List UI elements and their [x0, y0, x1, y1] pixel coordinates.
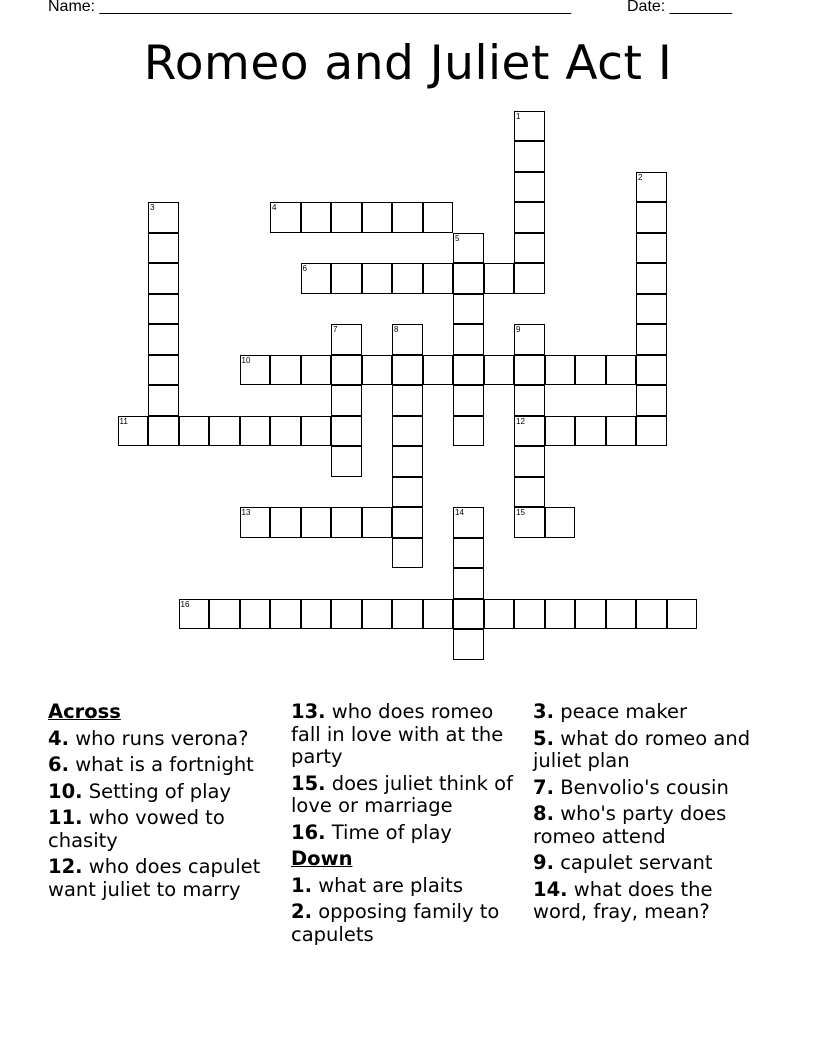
- clue-across-6: [48, 754, 286, 777]
- clue-number-label: 12: [516, 416, 525, 426]
- grid-cell[interactable]: [575, 416, 606, 447]
- grid-cell[interactable]: [423, 263, 454, 294]
- grid-cell[interactable]: [423, 202, 454, 233]
- grid-cell[interactable]: [392, 263, 423, 294]
- grid-cell[interactable]: [423, 599, 454, 630]
- grid-cell[interactable]: [514, 446, 545, 477]
- grid-cell[interactable]: [392, 202, 423, 233]
- grid-cell[interactable]: [301, 416, 332, 447]
- clue-text: capulet servant: [560, 851, 713, 874]
- grid-cell[interactable]: [514, 507, 545, 538]
- grid-cell[interactable]: [453, 599, 484, 630]
- grid-cell[interactable]: [636, 324, 667, 355]
- grid-cell[interactable]: [514, 263, 545, 294]
- grid-cell[interactable]: [514, 324, 545, 355]
- grid-cell[interactable]: [148, 294, 179, 325]
- clue-number: 10.: [48, 779, 83, 803]
- grid-cell[interactable]: [362, 507, 393, 538]
- grid-cell[interactable]: [514, 233, 545, 264]
- clue-across-12: [48, 856, 286, 901]
- clue-number-label: 3: [150, 203, 155, 212]
- clue-number: 11.: [48, 806, 83, 829]
- grid-cell[interactable]: [148, 355, 179, 386]
- grid-cell[interactable]: [392, 385, 423, 416]
- grid-cell[interactable]: [667, 599, 698, 630]
- grid-cell[interactable]: [514, 416, 545, 447]
- clue-text: what are plaits: [318, 873, 463, 897]
- clue-text: what does the word, fray, mean?: [533, 877, 713, 923]
- grid-cell[interactable]: [179, 599, 210, 630]
- grid-cell[interactable]: [392, 599, 423, 630]
- grid-cell[interactable]: [331, 355, 362, 386]
- grid-cell[interactable]: [545, 416, 576, 447]
- grid-cell[interactable]: [240, 507, 271, 538]
- grid-cell[interactable]: [148, 233, 179, 264]
- clue-text: who's party does romeo attend: [533, 802, 727, 848]
- clue-number-label: 10: [241, 355, 251, 365]
- grid-cell[interactable]: [392, 324, 423, 355]
- grid-cell[interactable]: [423, 355, 454, 386]
- grid-cell[interactable]: [362, 202, 393, 233]
- clue-down-1: [291, 875, 529, 898]
- grid-cell[interactable]: [636, 416, 667, 447]
- grid-cell[interactable]: [606, 416, 637, 447]
- grid-cell[interactable]: [301, 202, 332, 233]
- grid-cell[interactable]: [636, 233, 667, 264]
- clue-number-label: 9: [516, 325, 521, 334]
- grid-cell[interactable]: [331, 416, 362, 447]
- grid-cell[interactable]: [392, 538, 423, 569]
- clue-number: 8.: [533, 802, 554, 825]
- clue-number: 14.: [533, 877, 568, 901]
- clue-number: 6.: [48, 753, 69, 776]
- grid-cell[interactable]: [148, 385, 179, 416]
- grid-cell[interactable]: [453, 324, 484, 355]
- grid-cell[interactable]: [453, 538, 484, 569]
- grid-cell[interactable]: [575, 355, 606, 386]
- clue-down-7: [533, 777, 771, 800]
- grid-cell[interactable]: [453, 385, 484, 416]
- grid-cell[interactable]: [636, 599, 667, 630]
- clue-text: who vowed to chasity: [48, 806, 225, 852]
- clue-number-label: 6: [302, 264, 307, 273]
- grid-cell[interactable]: [270, 202, 301, 233]
- date-field-label: Date: _______: [627, 0, 732, 15]
- clue-text: Time of play: [331, 820, 452, 844]
- clue-number-label: 5: [455, 233, 460, 243]
- grid-cell[interactable]: [331, 446, 362, 477]
- clue-number: 3.: [533, 700, 554, 723]
- grid-cell[interactable]: [118, 416, 149, 447]
- grid-cell[interactable]: [331, 324, 362, 355]
- clues-column-2: [291, 701, 529, 950]
- clue-number-label: 8: [394, 325, 399, 334]
- down-heading: Down: [291, 847, 353, 870]
- puzzle-title: Romeo and Juliet Act I: [143, 36, 673, 91]
- grid-cell[interactable]: [545, 355, 576, 386]
- grid-cell[interactable]: [362, 355, 393, 386]
- clue-text: who runs verona?: [75, 726, 249, 750]
- clue-number-label: 16: [180, 599, 190, 609]
- clue-number: 13.: [291, 700, 326, 723]
- grid-cell[interactable]: [331, 599, 362, 630]
- grid-cell[interactable]: [301, 355, 332, 386]
- grid-cell[interactable]: [331, 202, 362, 233]
- grid-cell[interactable]: [179, 416, 210, 447]
- clue-across-10: [48, 781, 286, 804]
- grid-cell[interactable]: [270, 507, 301, 538]
- clue-text: Setting of play: [88, 779, 232, 803]
- clue-number-label: 4: [272, 203, 277, 212]
- clue-text: what is a fortnight: [75, 753, 254, 776]
- grid-cell[interactable]: [453, 507, 484, 538]
- clue-text: does juliet think of love or marriage: [291, 771, 513, 817]
- grid-cell[interactable]: [362, 599, 393, 630]
- grid-cell[interactable]: [514, 355, 545, 386]
- grid-cell[interactable]: [453, 629, 484, 660]
- clue-text: peace maker: [560, 700, 687, 723]
- grid-cell[interactable]: [301, 263, 332, 294]
- grid-cell[interactable]: [453, 355, 484, 386]
- grid-cell[interactable]: [453, 568, 484, 599]
- grid-cell[interactable]: [545, 599, 576, 630]
- clue-number-label: 15: [516, 508, 525, 517]
- grid-cell[interactable]: [148, 416, 179, 447]
- clue-number-label: 1: [516, 111, 521, 121]
- grid-cell[interactable]: [392, 446, 423, 477]
- grid-cell[interactable]: [240, 416, 271, 447]
- grid-cell[interactable]: [514, 599, 545, 630]
- clue-across-16: [291, 822, 529, 845]
- grid-cell[interactable]: [270, 416, 301, 447]
- grid-cell[interactable]: [453, 263, 484, 294]
- grid-cell[interactable]: [636, 355, 667, 386]
- grid-cell[interactable]: [545, 507, 576, 538]
- grid-cell[interactable]: [514, 141, 545, 172]
- grid-cell[interactable]: [606, 599, 637, 630]
- grid-cell[interactable]: [484, 355, 515, 386]
- clue-number: 5.: [533, 726, 554, 750]
- clue-text: what do romeo and juliet plan: [533, 726, 751, 772]
- clue-across-13: [291, 701, 529, 769]
- grid-cell[interactable]: [514, 111, 545, 142]
- clue-number: 1.: [291, 873, 312, 897]
- clue-down-14: [533, 879, 771, 924]
- grid-cell[interactable]: [331, 263, 362, 294]
- grid-cell[interactable]: [636, 202, 667, 233]
- grid-cell[interactable]: [453, 416, 484, 447]
- clue-number-label: 11: [119, 416, 128, 426]
- clue-text: opposing family to capulets: [291, 900, 500, 946]
- grid-cell[interactable]: [514, 477, 545, 508]
- grid-cell[interactable]: [240, 355, 271, 386]
- clue-number-label: 14: [455, 508, 464, 517]
- grid-cell[interactable]: [148, 202, 179, 233]
- grid-cell[interactable]: [209, 599, 240, 630]
- grid-cell[interactable]: [392, 355, 423, 386]
- clue-across-11: [48, 807, 286, 852]
- grid-cell[interactable]: [636, 263, 667, 294]
- grid-cell[interactable]: [301, 507, 332, 538]
- clue-number-label: 2: [638, 172, 643, 182]
- grid-cell[interactable]: [636, 294, 667, 325]
- clue-number: 4.: [48, 726, 69, 750]
- grid-cell[interactable]: [514, 385, 545, 416]
- grid-cell[interactable]: [514, 202, 545, 233]
- grid-cell[interactable]: [301, 599, 332, 630]
- grid-cell[interactable]: [392, 416, 423, 447]
- clues-column-1: [48, 701, 286, 905]
- grid-cell[interactable]: [484, 599, 515, 630]
- clue-down-5: [533, 728, 771, 773]
- clue-text: Benvolio's cousin: [560, 775, 729, 799]
- grid-cell[interactable]: [636, 172, 667, 203]
- clue-text: who does capulet want juliet to marry: [48, 855, 261, 901]
- grid-cell[interactable]: [636, 385, 667, 416]
- clue-number-label: 7: [333, 325, 338, 334]
- clue-number: 2.: [291, 900, 312, 923]
- grid-cell[interactable]: [453, 294, 484, 325]
- grid-cell[interactable]: [240, 599, 271, 630]
- clue-across-4: [48, 728, 286, 751]
- grid-cell[interactable]: [148, 263, 179, 294]
- grid-cell[interactable]: [575, 599, 606, 630]
- grid-cell[interactable]: [392, 507, 423, 538]
- grid-cell[interactable]: [453, 233, 484, 264]
- clues-column-3: [533, 701, 771, 928]
- grid-cell[interactable]: [606, 355, 637, 386]
- grid-cell[interactable]: [209, 416, 240, 447]
- grid-cell[interactable]: [392, 477, 423, 508]
- grid-cell[interactable]: [331, 385, 362, 416]
- clue-number: 15.: [291, 771, 326, 795]
- grid-cell[interactable]: [362, 263, 393, 294]
- grid-cell[interactable]: [514, 172, 545, 203]
- clue-number: 12.: [48, 855, 83, 878]
- clue-down-3: [533, 701, 771, 724]
- across-heading: Across: [48, 700, 121, 723]
- clue-number: 16.: [291, 820, 326, 844]
- grid-cell[interactable]: [148, 324, 179, 355]
- grid-cell[interactable]: [484, 263, 515, 294]
- clue-down-9: [533, 852, 771, 875]
- clue-down-8: [533, 803, 771, 848]
- grid-cell[interactable]: [270, 355, 301, 386]
- clue-number: 9.: [533, 851, 554, 874]
- clue-across-15: [291, 773, 529, 818]
- clue-number-label: 13: [241, 508, 251, 517]
- clue-text: who does romeo fall in love with at the party: [291, 700, 504, 768]
- clue-down-2: [291, 901, 529, 946]
- grid-cell[interactable]: [331, 507, 362, 538]
- grid-cell[interactable]: [270, 599, 301, 630]
- name-field-label: Name: _____________________________________________________: [48, 0, 572, 15]
- clue-number: 7.: [533, 775, 554, 799]
